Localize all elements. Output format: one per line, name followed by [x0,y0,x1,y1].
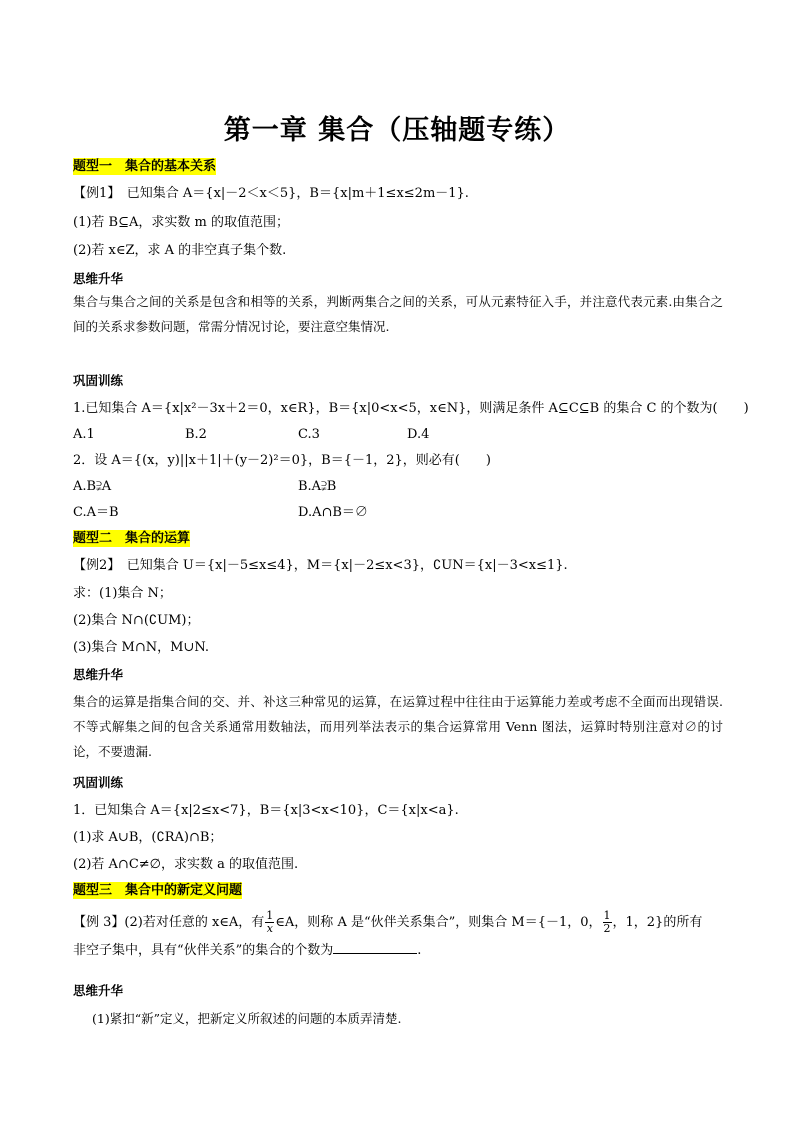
section-1-header [73,158,216,176]
section-2-header [73,530,190,548]
section-1-label: 题型一 集合的基本关系 [73,159,217,174]
fraction-one-half [603,910,612,935]
example-1-q1: (1)若 B⊆A，求实数 m 的取值范围； [73,215,289,230]
example-2-q3: (3)集合 M∩N，M∪N. [73,640,210,655]
fraction-1-denominator: x [266,922,273,935]
drill-label-1: 巩固训练 [73,373,124,388]
think-text-2: 集合的运算是指集合间的交、并、补这三种常见的运算，在运算过程中往往由于运算能力差或考虑不全面而出现错误.不等式解集之间的包含关系通常用数轴法，而用列举法表示的集合运算常用 Venn 图法，运算时特别注意对∅的讨论，不要遗漏. [73,694,723,759]
section-3-label: 题型三 集合中的新定义问题 [73,883,243,898]
think-label-1: 思维升华 [73,271,124,286]
drill-1-q2-option-c: C.A＝B [73,505,119,520]
fraction-1-over-x [265,910,274,935]
think-text-3: (1)紧扣“新”定义，把新定义所叙述的问题的本质弄清楚. [92,1011,402,1026]
drill-1-question-2: 2．设 A＝{(x，y)||x＋1|＋(y－2)²＝0}，B＝{－1，2}，则必有( ) [73,453,491,468]
answer-blank[interactable] [333,941,417,954]
think-label-2: 思维升华 [73,667,124,682]
drill-1-q1-option-d: D.4 [407,427,430,442]
think-text-1: 集合与集合之间的关系是包含和相等的关系，判断两集合之间的关系，可从元素特征入手，并注意代表元素.由集合之间的关系求参数问题，常需分情况讨论，要注意空集情况. [73,294,723,334]
think-label-3: 思维升华 [73,983,124,998]
drill-1-q1-option-c: C.3 [298,427,320,442]
fraction-2-denominator: 2 [603,922,611,935]
example-3-text-b: ∈A，则称 A 是“伙伴关系集合”，则集合 M＝{－1，0， [275,915,602,930]
drill-2-question-1: 1．已知集合 A＝{x|2≤x<7}，B＝{x|3<x<10}，C＝{x|x<a}. [73,803,459,818]
example-2-q2: (2)集合 N∩(∁UM)； [73,613,200,628]
drill-1-q2-option-b: B.A⫌B [298,479,337,494]
fraction-2-numerator: 1 [603,909,611,922]
example-2-q1: 求：(1)集合 N； [73,586,172,601]
drill-label-2: 巩固训练 [73,775,124,790]
drill-1-q2-option-a: A.B⫌A [73,479,112,494]
section-3-header [73,882,242,900]
example-3-line-2 [73,941,421,960]
drill-2-q1: (1)求 A∪B，(∁RA)∩B； [73,830,223,845]
page-title: 第一章 集合（压轴题专练） [223,115,571,146]
example-3-text-a: 【例 3】(2)若对任意的 x∈A，有 [73,915,265,930]
example-2: 【例2】 已知集合 U＝{x|－5≤x≤4}，M＝{x|－2≤x<3}，∁UN＝{x|－3<x≤1}. [73,558,568,573]
drill-1-q1-option-b: B.2 [185,427,207,442]
drill-1-q2-option-d: D.A∩B＝∅ [298,505,368,520]
example-3-text-d: 非空子集中，具有“伙伴关系”的集合的个数为 [73,943,334,958]
example-3-end: . [417,943,422,958]
drill-1-question-1: 1.已知集合 A＝{x|x²－3x＋2＝0，x∈R}，B＝{x|0<x<5，x∈N}，则满足条件 A⊆C⊆B 的集合 C 的个数为( ) [73,401,749,416]
fraction-1-numerator: 1 [266,909,274,922]
drill-1-q1-option-a: A.1 [73,427,95,442]
example-3-text-c: ，1，2}的所有 [612,915,703,930]
section-2-label: 题型二 集合的运算 [73,531,191,546]
example-3-line-1 [73,910,702,935]
drill-2-q2: (2)若 A∩C≠∅，求实数 a 的取值范围. [73,857,299,872]
example-1-q2: (2)若 x∈Z，求 A 的非空真子集个数. [73,243,287,258]
example-1: 【例1】 已知集合 A＝{x|－2＜x＜5}，B＝{x|m＋1≤x≤2m－1}. [73,186,469,201]
